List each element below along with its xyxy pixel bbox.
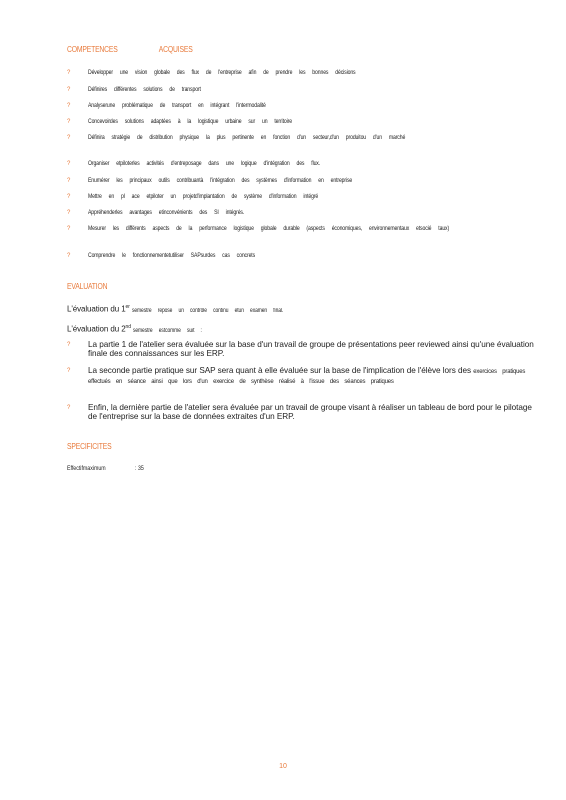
evaluation-item-tail: exercices pratiques effectués en séance ainsi que lors d'un exercice de synthèse réalisé à l'issue des séances pratiques	[88, 369, 526, 385]
competence-item-text: Développer une vision globale des flux de l'entreprise afin de prendre les bonnes décisions	[88, 69, 356, 76]
competence-item-text: Mettre en pl ace etpiloter un projetd'implantation de système d'information intégré	[88, 193, 319, 200]
competence-item-text: Mesurer les différents aspects de la performance logistique globale durable (aspects économiques, environnementaux etsocié taux)	[88, 225, 450, 232]
evaluation-semester1-line	[67, 304, 316, 314]
competence-item-text: Concevoirdes solutions adaptées à la logistique urbaine sur un territoire	[88, 118, 292, 125]
max-capacity-value: : 35	[135, 465, 144, 472]
bullet-icon: ?	[67, 119, 71, 125]
evaluation-item-text: Enfin, la dernière partie de l'atelier sera évaluée par un travail de groupe visant à réaliser un tableau de bord pour le pilotage de l'entreprise sur la base de données extraites d'un ERP.	[88, 403, 532, 421]
bullet-icon: ?	[67, 194, 71, 200]
evaluation-semester1-lead: L'évaluation du 1	[67, 304, 126, 314]
competences-heading	[67, 45, 193, 54]
evaluation-semester2-line	[67, 324, 217, 334]
competence-item-text: Définira stratégie de distribution physique la plus pertinente en fonction d'un secteur,d'un produitou d'un marché	[88, 134, 406, 141]
bullet-icon: ?	[67, 405, 71, 411]
bullet-icon: ?	[67, 226, 71, 232]
specificites-heading: SPECIFICITES	[67, 442, 112, 451]
competence-item-text: Analyserune problématique de transport en intégrant l'intermodalité	[88, 102, 266, 109]
bullet-icon: ?	[67, 161, 71, 167]
bullet-icon: ?	[67, 253, 71, 259]
competences-heading-part1: COMPETENCES	[67, 45, 118, 54]
bullet-icon: ?	[67, 87, 71, 93]
competence-item-text: Comprendre le fonctionnementetutiliser SAPsurdes cas concrets	[88, 252, 256, 259]
competence-item-text: Organiser etpiloterles activités d'entreposage dans une logique d'intégration des flux.	[88, 160, 321, 167]
bullet-icon: ?	[67, 103, 71, 109]
evaluation-heading: EVALUATION	[67, 282, 108, 291]
bullet-icon: ?	[67, 70, 71, 76]
bullet-icon: ?	[67, 135, 71, 141]
evaluation-semester2-rest: semestre estcomme suit :	[133, 327, 202, 334]
evaluation-item-text	[88, 367, 543, 386]
competences-heading-part2: ACQUISES	[158, 45, 193, 54]
competence-item-text: Appréhenderles avantages etinconvénients des SI intégrés.	[88, 209, 245, 216]
bullet-icon: ?	[67, 342, 71, 348]
evaluation-item-main: La seconde partie pratique sur SAP sera quant à elle évaluée sur la base de l'implication de l'élève lors des	[88, 366, 472, 375]
evaluation-semester1-rest: semestre repose un contrôle continu etun examen final.	[131, 307, 284, 314]
bullet-icon: ?	[67, 368, 71, 374]
competence-item-text: Enumérer les principaux outils contribuantà l'intégration des systèmes d'information en entreprise	[88, 177, 353, 184]
bullet-icon: ?	[67, 178, 71, 184]
max-capacity-label: Effectifmaximum	[67, 465, 106, 472]
max-capacity-line	[67, 465, 144, 472]
evaluation-semester2-lead: L'évaluation du 2	[67, 324, 126, 334]
evaluation-item-text: La partie 1 de l'atelier sera évaluée sur la base d'un travail de groupe de présentations peer reviewed ainsi qu'une évaluation finale des connaissances sur les ERP.	[88, 340, 534, 358]
competence-item-text: Définires différentes solutions de transport	[88, 86, 201, 93]
evaluation-semester2-sup: nd	[125, 324, 131, 330]
bullet-icon: ?	[67, 210, 71, 216]
evaluation-semester1-sup: er	[125, 304, 130, 310]
page-number: 10	[279, 763, 287, 770]
